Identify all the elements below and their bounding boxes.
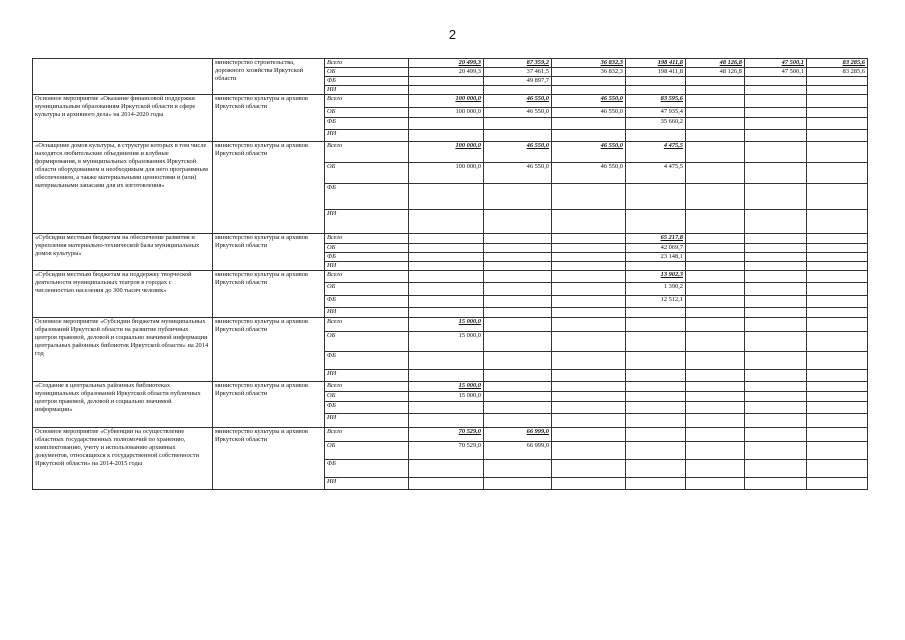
amount-cell bbox=[552, 414, 626, 428]
amount-cell bbox=[626, 460, 686, 478]
amount-cell: 12 512,1 bbox=[626, 296, 686, 308]
amount-cell: 198 411,8 bbox=[626, 68, 686, 77]
amount-cell bbox=[484, 86, 552, 95]
amount-cell bbox=[409, 244, 484, 253]
responsible-executor: министерство культуры и архивов Иркутской области bbox=[213, 428, 325, 490]
amount-cell bbox=[552, 262, 626, 271]
amount-cell bbox=[552, 352, 626, 370]
amount-cell bbox=[626, 352, 686, 370]
amount-cell: 87 359,2 bbox=[484, 59, 552, 68]
amount-cell bbox=[686, 95, 745, 108]
amount-cell bbox=[807, 318, 868, 332]
amount-cell bbox=[686, 382, 745, 392]
responsible-executor: министерство строительства, дорожного хозяйства Иркутской области bbox=[213, 59, 325, 95]
amount-cell bbox=[686, 352, 745, 370]
amount-cell bbox=[745, 253, 807, 262]
amount-cell bbox=[626, 262, 686, 271]
amount-cell: 100 000,0 bbox=[409, 142, 484, 163]
amount-cell bbox=[745, 118, 807, 130]
amount-cell bbox=[484, 352, 552, 370]
amount-cell bbox=[484, 283, 552, 296]
responsible-executor: министерство культуры и архивов Иркутской области bbox=[213, 142, 325, 234]
amount-cell bbox=[552, 478, 626, 490]
amount-cell bbox=[686, 130, 745, 142]
amount-cell bbox=[552, 118, 626, 130]
amount-cell bbox=[745, 130, 807, 142]
responsible-executor: министерство культуры и архивов Иркутской области bbox=[213, 382, 325, 428]
amount-cell bbox=[626, 392, 686, 402]
amount-cell bbox=[552, 130, 626, 142]
amount-cell bbox=[745, 244, 807, 253]
funding-source: ФБ bbox=[325, 460, 409, 478]
amount-cell: 47 500,1 bbox=[745, 68, 807, 77]
funding-source: ОБ bbox=[325, 244, 409, 253]
amount-cell: 13 902,3 bbox=[626, 271, 686, 283]
amount-cell bbox=[745, 370, 807, 382]
page-number: 2 bbox=[448, 27, 457, 42]
funding-source: ФБ bbox=[325, 77, 409, 86]
amount-cell: 48 126,8 bbox=[686, 59, 745, 68]
amount-cell bbox=[807, 352, 868, 370]
amount-cell: 42 069,7 bbox=[626, 244, 686, 253]
amount-cell bbox=[745, 234, 807, 244]
funding-source: ИИ bbox=[325, 308, 409, 318]
funding-source: ИИ bbox=[325, 370, 409, 382]
amount-cell bbox=[807, 142, 868, 163]
amount-cell: 36 832,3 bbox=[552, 59, 626, 68]
amount-cell: 36 832,3 bbox=[552, 68, 626, 77]
amount-cell bbox=[686, 118, 745, 130]
amount-cell bbox=[745, 352, 807, 370]
measure-description: Основное мероприятие «Оказание финансовой поддержки муниципальным образованиям Иркутской области в сфере культуры и архивного дела» на 2014-2020 годы bbox=[33, 95, 213, 142]
amount-cell bbox=[745, 460, 807, 478]
amount-cell bbox=[552, 86, 626, 95]
amount-cell bbox=[745, 86, 807, 95]
amount-cell bbox=[686, 296, 745, 308]
amount-cell bbox=[484, 308, 552, 318]
amount-cell bbox=[552, 234, 626, 244]
amount-cell bbox=[484, 370, 552, 382]
amount-cell bbox=[552, 428, 626, 442]
amount-cell bbox=[484, 296, 552, 308]
amount-cell bbox=[484, 478, 552, 490]
funding-source: ИИ bbox=[325, 414, 409, 428]
amount-cell: 23 148,1 bbox=[626, 253, 686, 262]
amount-cell bbox=[686, 428, 745, 442]
table-row bbox=[33, 142, 868, 163]
amount-cell bbox=[807, 442, 868, 460]
budget-table-body bbox=[33, 59, 868, 490]
amount-cell bbox=[484, 402, 552, 414]
amount-cell bbox=[626, 318, 686, 332]
amount-cell bbox=[686, 163, 745, 184]
amount-cell bbox=[409, 130, 484, 142]
amount-cell bbox=[686, 262, 745, 271]
amount-cell: 15 000,0 bbox=[409, 318, 484, 332]
funding-source: ИИ bbox=[325, 86, 409, 95]
amount-cell bbox=[686, 86, 745, 95]
amount-cell bbox=[686, 414, 745, 428]
amount-cell bbox=[409, 77, 484, 86]
amount-cell bbox=[807, 234, 868, 244]
amount-cell: 46 550,0 bbox=[552, 95, 626, 108]
table-row bbox=[33, 95, 868, 108]
funding-source: ОБ bbox=[325, 392, 409, 402]
amount-cell bbox=[745, 283, 807, 296]
amount-cell bbox=[807, 332, 868, 352]
amount-cell bbox=[807, 460, 868, 478]
amount-cell bbox=[409, 253, 484, 262]
amount-cell bbox=[626, 442, 686, 460]
amount-cell: 20 499,3 bbox=[409, 59, 484, 68]
amount-cell: 15 000,0 bbox=[409, 392, 484, 402]
amount-cell bbox=[686, 318, 745, 332]
amount-cell: 66 999,0 bbox=[484, 442, 552, 460]
amount-cell: 46 550,0 bbox=[484, 95, 552, 108]
amount-cell bbox=[409, 308, 484, 318]
amount-cell bbox=[807, 244, 868, 253]
amount-cell bbox=[552, 184, 626, 210]
amount-cell bbox=[686, 442, 745, 460]
amount-cell: 49 897,7 bbox=[484, 77, 552, 86]
amount-cell bbox=[686, 77, 745, 86]
amount-cell: 70 529,0 bbox=[409, 428, 484, 442]
amount-cell bbox=[626, 332, 686, 352]
amount-cell bbox=[409, 478, 484, 490]
amount-cell bbox=[552, 253, 626, 262]
amount-cell bbox=[807, 262, 868, 271]
amount-cell bbox=[626, 77, 686, 86]
responsible-executor: министерство культуры и архивов Иркутской области bbox=[213, 271, 325, 318]
amount-cell: 47 935,4 bbox=[626, 108, 686, 118]
measure-description: «Оснащение домов культуры, в структуре которых в том числе находятся любительские объединения и клубные формирования, в муниципальных образованиях Иркутской области оборудованием и необходимым для него программным обеспечением, а также материальными ценностями и (или) материальными запасами для их изготовления» bbox=[33, 142, 213, 234]
funding-source: Всего bbox=[325, 318, 409, 332]
amount-cell bbox=[552, 308, 626, 318]
amount-cell bbox=[745, 163, 807, 184]
amount-cell: 4 475,5 bbox=[626, 142, 686, 163]
amount-cell: 46 550,0 bbox=[484, 163, 552, 184]
amount-cell: 46 550,0 bbox=[484, 142, 552, 163]
measure-description: «Создание в центральных районных библиотеках муниципальных образований Иркутской области публичных центров правовой, деловой и социально значимой информации» bbox=[33, 382, 213, 428]
amount-cell bbox=[807, 308, 868, 318]
amount-cell bbox=[484, 382, 552, 392]
amount-cell bbox=[552, 271, 626, 283]
funding-source: ИИ bbox=[325, 478, 409, 490]
amount-cell bbox=[552, 370, 626, 382]
amount-cell bbox=[745, 271, 807, 283]
amount-cell bbox=[409, 283, 484, 296]
amount-cell bbox=[745, 184, 807, 210]
amount-cell bbox=[745, 414, 807, 428]
amount-cell: 46 550,0 bbox=[552, 108, 626, 118]
budget-table bbox=[32, 58, 868, 490]
amount-cell bbox=[552, 402, 626, 414]
amount-cell bbox=[409, 86, 484, 95]
amount-cell bbox=[745, 142, 807, 163]
measure-description: «Субсидии местным бюджетам на обеспечение развития и укрепления материально-технической базы муниципальных домов культуры» bbox=[33, 234, 213, 271]
amount-cell bbox=[807, 130, 868, 142]
amount-cell bbox=[807, 414, 868, 428]
amount-cell bbox=[807, 77, 868, 86]
amount-cell bbox=[686, 402, 745, 414]
amount-cell: 37 461,5 bbox=[484, 68, 552, 77]
amount-cell bbox=[745, 108, 807, 118]
amount-cell: 46 550,0 bbox=[484, 108, 552, 118]
amount-cell bbox=[552, 283, 626, 296]
amount-cell bbox=[484, 271, 552, 283]
funding-source: ФБ bbox=[325, 253, 409, 262]
amount-cell bbox=[484, 184, 552, 210]
amount-cell bbox=[745, 77, 807, 86]
amount-cell bbox=[552, 296, 626, 308]
amount-cell bbox=[686, 184, 745, 210]
amount-cell bbox=[745, 382, 807, 392]
amount-cell bbox=[686, 460, 745, 478]
amount-cell bbox=[626, 402, 686, 414]
amount-cell bbox=[807, 271, 868, 283]
measure-description: Основное мероприятие «Субсидии бюджетам муниципальных образований Иркутской области на развитие публичных центров правовой, деловой и социально значимой информации центральных районных библиотек Иркутской области» на 2014 год bbox=[33, 318, 213, 382]
amount-cell bbox=[807, 392, 868, 402]
funding-source: ФБ bbox=[325, 352, 409, 370]
funding-source: ФБ bbox=[325, 184, 409, 210]
amount-cell bbox=[745, 478, 807, 490]
amount-cell bbox=[626, 414, 686, 428]
amount-cell bbox=[686, 244, 745, 253]
amount-cell: 4 475,5 bbox=[626, 163, 686, 184]
amount-cell bbox=[626, 370, 686, 382]
table-row bbox=[33, 428, 868, 442]
amount-cell bbox=[409, 296, 484, 308]
amount-cell bbox=[484, 244, 552, 253]
measure-description: «Субсидии местным бюджетам на поддержку творческой деятельности муниципальных театров в городах с численностью населения до 300 тысяч человек» bbox=[33, 271, 213, 318]
funding-source: Всего bbox=[325, 95, 409, 108]
amount-cell: 83 595,6 bbox=[626, 95, 686, 108]
amount-cell bbox=[484, 318, 552, 332]
amount-cell bbox=[552, 460, 626, 478]
funding-source: Всего bbox=[325, 142, 409, 163]
amount-cell: 83 285,6 bbox=[807, 68, 868, 77]
amount-cell: 83 285,6 bbox=[807, 59, 868, 68]
amount-cell bbox=[807, 402, 868, 414]
amount-cell bbox=[686, 332, 745, 352]
funding-source: ИИ bbox=[325, 130, 409, 142]
amount-cell: 100 000,0 bbox=[409, 95, 484, 108]
amount-cell bbox=[484, 392, 552, 402]
amount-cell: 46 550,0 bbox=[552, 163, 626, 184]
amount-cell bbox=[484, 118, 552, 130]
amount-cell bbox=[484, 332, 552, 352]
amount-cell bbox=[484, 262, 552, 271]
measure-description: Основное мероприятие «Субвенции на осуществление областных государственных полномочий по хранению, комплектованию, учету и использованию архивных документов, относящихся к государственной собственности Иркутской области» на 2014-2015 годы bbox=[33, 428, 213, 490]
funding-source: Всего bbox=[325, 382, 409, 392]
amount-cell bbox=[807, 86, 868, 95]
amount-cell bbox=[807, 296, 868, 308]
amount-cell: 66 999,0 bbox=[484, 428, 552, 442]
table-row bbox=[33, 318, 868, 332]
amount-cell bbox=[686, 370, 745, 382]
amount-cell: 65 217,8 bbox=[626, 234, 686, 244]
funding-source: ИИ bbox=[325, 210, 409, 234]
funding-source: ФБ bbox=[325, 118, 409, 130]
amount-cell bbox=[807, 428, 868, 442]
amount-cell bbox=[745, 428, 807, 442]
amount-cell bbox=[552, 77, 626, 86]
funding-source: ОБ bbox=[325, 332, 409, 352]
amount-cell bbox=[686, 108, 745, 118]
amount-cell bbox=[807, 184, 868, 210]
amount-cell: 100 000,0 bbox=[409, 163, 484, 184]
amount-cell bbox=[409, 210, 484, 234]
funding-source: ОБ bbox=[325, 68, 409, 77]
responsible-executor: министерство культуры и архивов Иркутской области bbox=[213, 234, 325, 271]
amount-cell: 15 000,0 bbox=[409, 382, 484, 392]
amount-cell bbox=[745, 296, 807, 308]
amount-cell bbox=[686, 283, 745, 296]
amount-cell bbox=[686, 271, 745, 283]
amount-cell: 70 529,0 bbox=[409, 442, 484, 460]
amount-cell bbox=[626, 130, 686, 142]
amount-cell bbox=[552, 210, 626, 234]
amount-cell bbox=[807, 382, 868, 392]
amount-cell bbox=[807, 478, 868, 490]
table-row bbox=[33, 382, 868, 392]
amount-cell bbox=[686, 234, 745, 244]
funding-source: Всего bbox=[325, 234, 409, 244]
amount-cell bbox=[552, 382, 626, 392]
amount-cell bbox=[686, 142, 745, 163]
amount-cell bbox=[745, 318, 807, 332]
amount-cell bbox=[626, 308, 686, 318]
table-row bbox=[33, 59, 868, 68]
amount-cell bbox=[484, 253, 552, 262]
amount-cell bbox=[807, 108, 868, 118]
amount-cell bbox=[484, 414, 552, 428]
amount-cell bbox=[552, 442, 626, 460]
funding-source: ФБ bbox=[325, 296, 409, 308]
amount-cell: 48 126,8 bbox=[686, 68, 745, 77]
amount-cell bbox=[686, 308, 745, 318]
amount-cell bbox=[552, 332, 626, 352]
funding-source: Всего bbox=[325, 428, 409, 442]
amount-cell bbox=[552, 318, 626, 332]
amount-cell bbox=[484, 210, 552, 234]
amount-cell bbox=[686, 478, 745, 490]
amount-cell bbox=[409, 370, 484, 382]
amount-cell bbox=[745, 95, 807, 108]
amount-cell bbox=[409, 262, 484, 271]
amount-cell bbox=[807, 210, 868, 234]
amount-cell: 198 411,8 bbox=[626, 59, 686, 68]
table-row bbox=[33, 271, 868, 283]
responsible-executor: министерство культуры и архивов Иркутской области bbox=[213, 95, 325, 142]
amount-cell bbox=[409, 234, 484, 244]
amount-cell bbox=[626, 184, 686, 210]
amount-cell: 100 000,0 bbox=[409, 108, 484, 118]
funding-source: ОБ bbox=[325, 163, 409, 184]
amount-cell bbox=[626, 428, 686, 442]
funding-source: ОБ bbox=[325, 108, 409, 118]
amount-cell bbox=[552, 244, 626, 253]
funding-source: Всего bbox=[325, 59, 409, 68]
amount-cell: 47 500,1 bbox=[745, 59, 807, 68]
amount-cell bbox=[745, 262, 807, 271]
funding-source: ИИ bbox=[325, 262, 409, 271]
funding-source: Всего bbox=[325, 271, 409, 283]
amount-cell bbox=[409, 460, 484, 478]
amount-cell bbox=[484, 460, 552, 478]
amount-cell bbox=[745, 402, 807, 414]
amount-cell bbox=[807, 95, 868, 108]
amount-cell bbox=[409, 414, 484, 428]
amount-cell bbox=[409, 402, 484, 414]
funding-source: ОБ bbox=[325, 283, 409, 296]
amount-cell: 46 550,0 bbox=[552, 142, 626, 163]
amount-cell bbox=[745, 442, 807, 460]
amount-cell bbox=[626, 478, 686, 490]
funding-source: ОБ bbox=[325, 442, 409, 460]
amount-cell bbox=[409, 352, 484, 370]
amount-cell bbox=[686, 392, 745, 402]
amount-cell bbox=[745, 308, 807, 318]
amount-cell: 15 000,0 bbox=[409, 332, 484, 352]
amount-cell bbox=[807, 118, 868, 130]
amount-cell bbox=[686, 253, 745, 262]
amount-cell bbox=[807, 253, 868, 262]
amount-cell bbox=[552, 392, 626, 402]
amount-cell bbox=[409, 118, 484, 130]
amount-cell bbox=[807, 163, 868, 184]
funding-source: ФБ bbox=[325, 402, 409, 414]
amount-cell bbox=[484, 130, 552, 142]
amount-cell bbox=[807, 370, 868, 382]
amount-cell bbox=[626, 382, 686, 392]
amount-cell bbox=[745, 210, 807, 234]
amount-cell bbox=[807, 283, 868, 296]
amount-cell bbox=[745, 332, 807, 352]
amount-cell: 35 660,2 bbox=[626, 118, 686, 130]
responsible-executor: министерство культуры и архивов Иркутской области bbox=[213, 318, 325, 382]
table-row bbox=[33, 234, 868, 244]
amount-cell bbox=[626, 210, 686, 234]
measure-description bbox=[33, 59, 213, 95]
amount-cell bbox=[686, 210, 745, 234]
amount-cell bbox=[626, 86, 686, 95]
amount-cell: 1 390,2 bbox=[626, 283, 686, 296]
amount-cell bbox=[484, 234, 552, 244]
amount-cell bbox=[409, 184, 484, 210]
amount-cell bbox=[745, 392, 807, 402]
amount-cell bbox=[409, 271, 484, 283]
amount-cell: 20 499,3 bbox=[409, 68, 484, 77]
